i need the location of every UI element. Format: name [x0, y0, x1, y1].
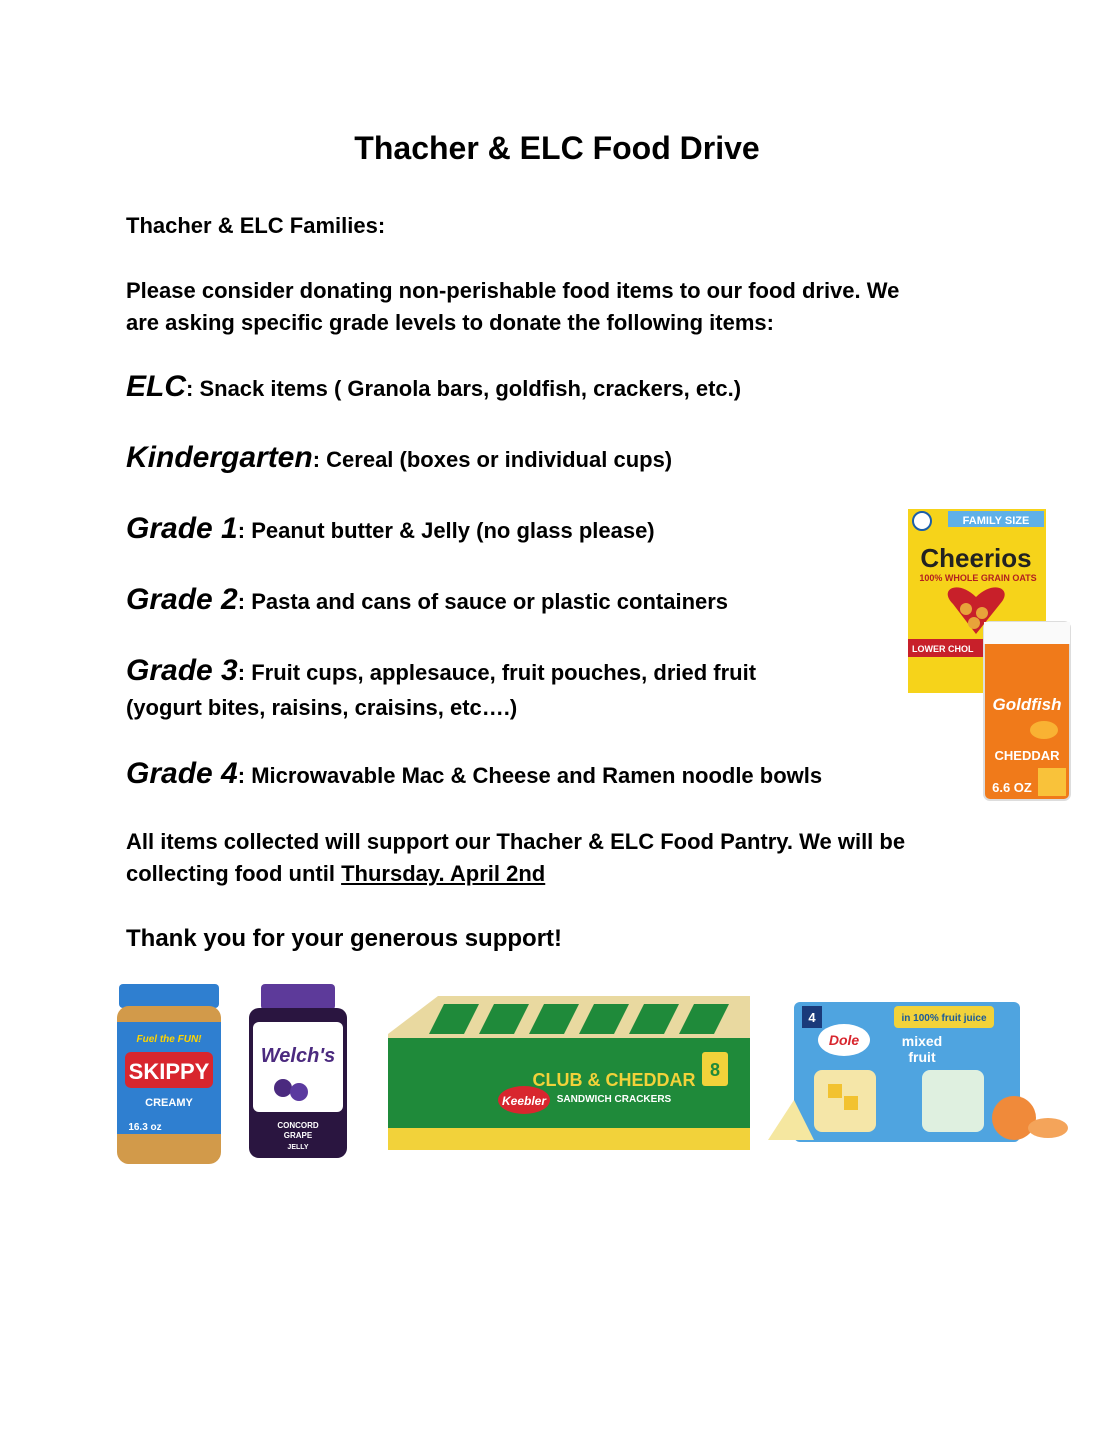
goldfish-bag-top [984, 622, 1070, 644]
dole-juice-text: in 100% fruit juice [901, 1013, 987, 1024]
grade-separator: : [237, 660, 252, 685]
welchs-flavor-2: GRAPE [283, 1131, 313, 1140]
grade-3-continuation: (yogurt bites, raisins, craisins, etc….) [126, 695, 518, 720]
dole-fruit-cups-image [764, 1000, 1070, 1148]
closing-line-1: All items collected will support our Thacher & ELC Food Pantry. We will be [126, 829, 906, 854]
cereal-piece [960, 603, 972, 615]
goldfish-fish-icon [1030, 721, 1058, 739]
welchs-lid [261, 984, 335, 1010]
skippy-tagline: Fuel the FUN! [136, 1034, 202, 1045]
grade-items-text: Peanut butter & Jelly (no glass please) [251, 518, 655, 543]
cheerios-subtitle: 100% WHOLE GRAIN OATS [919, 573, 1037, 583]
page-title: Thacher & ELC Food Drive [354, 130, 760, 166]
cereal-piece [976, 607, 988, 619]
cereal-piece [968, 617, 980, 629]
grade-items-text: Pasta and cans of sauce or plastic containers [251, 589, 729, 614]
grape-icon [290, 1083, 308, 1101]
cheese-block-icon [1038, 768, 1066, 796]
peach-slice [1028, 1118, 1068, 1138]
fruit-chunk [828, 1084, 842, 1098]
closing-line-2 [126, 858, 545, 890]
grade-separator: : [237, 763, 252, 788]
keebler-crackers-image [384, 994, 754, 1154]
keebler-count: 8 [709, 1060, 721, 1080]
deadline-date: Thursday. April 2nd [341, 861, 546, 886]
grade-label: Grade 2 [126, 583, 238, 616]
welchs-flavor-1: CONCORD [277, 1121, 319, 1130]
grape-icon [274, 1079, 292, 1097]
closing-prefix: collecting food until [126, 861, 342, 886]
keebler-product: CLUB & CHEDDAR [532, 1070, 696, 1090]
grade-separator: : [186, 376, 200, 401]
grade-label: ELC [126, 370, 186, 403]
welchs-brand: Welch's [260, 1045, 336, 1067]
general-mills-logo-icon [913, 512, 931, 530]
welchs-type: JELLY [287, 1144, 309, 1151]
keebler-sub: SANDWICH CRACKERS [556, 1094, 672, 1105]
fruit-chunk [844, 1096, 858, 1110]
grade-item-grade-2 [126, 584, 728, 618]
grade-label: Kindergarten [126, 441, 313, 474]
peach-icon [992, 1096, 1036, 1140]
grade-label: Grade 4 [126, 757, 238, 790]
intro-line-2: are asking specific grade levels to donate the following items: [126, 310, 774, 335]
dole-brand: Dole [828, 1032, 860, 1048]
greeting: Thacher & ELC Families: [126, 213, 386, 238]
intro-line-1: Please consider donating non-perishable food items to our food drive. We [126, 278, 900, 303]
skippy-jar-image [115, 982, 223, 1166]
grade-label: Grade 3 [126, 654, 238, 687]
dole-product-1: mixed [901, 1033, 943, 1049]
grade-items-text: Cereal (boxes or individual cups) [326, 447, 673, 472]
goldfish-flavor: CHEDDAR [994, 748, 1060, 763]
grade-item-elc [126, 371, 741, 405]
dole-count: 4 [808, 1010, 816, 1025]
grade-item-grade-1 [126, 513, 655, 547]
goldfish-size: 6.6 OZ [992, 780, 1032, 795]
grade-separator: : [312, 447, 327, 472]
goldfish-bag-image [982, 620, 1072, 802]
grade-items-text: Snack items ( Granola bars, goldfish, crackers, etc.) [199, 376, 742, 401]
cheerios-claim: LOWER CHOL [912, 644, 974, 654]
fruit-cup [922, 1070, 984, 1132]
dole-product-2: fruit [908, 1049, 936, 1065]
grade-item-grade-4 [126, 758, 822, 792]
goldfish-brand: Goldfish [992, 695, 1062, 714]
grade-items-text: Microwavable Mac & Cheese and Ramen noodle bowls [251, 763, 823, 788]
grade-separator: : [237, 589, 252, 614]
cheerios-brand: Cheerios [920, 543, 1032, 573]
skippy-type: CREAMY [145, 1097, 193, 1109]
keebler-box-stripe [388, 1128, 750, 1150]
skippy-brand: SKIPPY [128, 1059, 210, 1084]
grade-item-kindergarten [126, 442, 672, 476]
skippy-size: 16.3 oz [128, 1122, 162, 1133]
cheerios-banner-text: FAMILY SIZE [962, 515, 1030, 527]
keebler-brand: Keebler [501, 1094, 547, 1108]
grade-label: Grade 1 [126, 512, 238, 545]
grade-separator: : [237, 518, 252, 543]
thank-you: Thank you for your generous support! [126, 925, 563, 952]
skippy-lid [119, 984, 219, 1008]
grade-item-grade-3 [126, 655, 756, 689]
grade-items-text: Fruit cups, applesauce, fruit pouches, dried fruit [251, 660, 757, 685]
welchs-jar-image [247, 982, 349, 1160]
